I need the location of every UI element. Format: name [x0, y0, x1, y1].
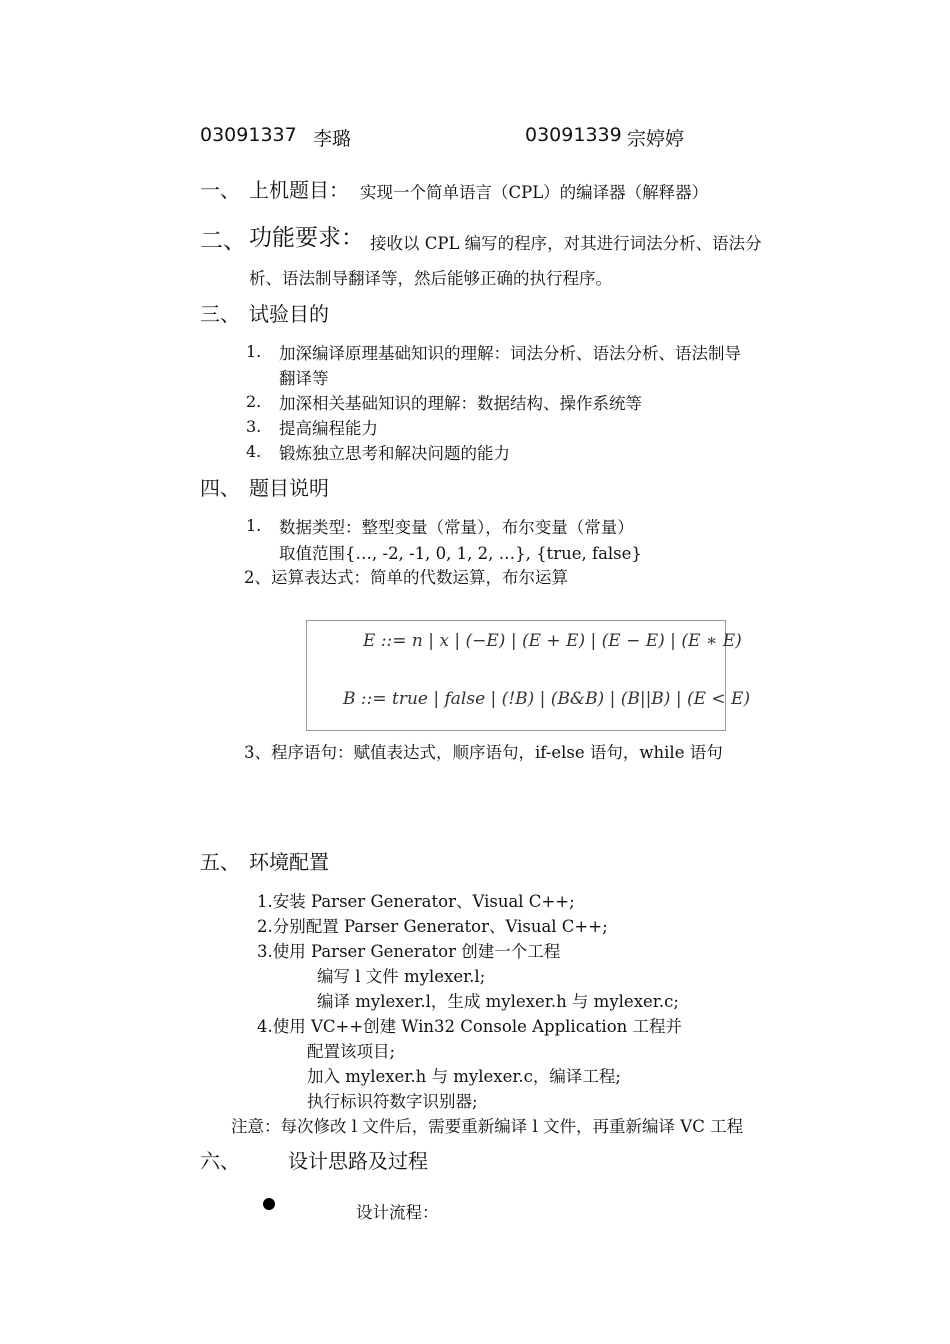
list-item-number: 2. [246, 392, 262, 411]
list-item-number: 1. [246, 342, 262, 361]
section-2-text-cont: 析、语法制导翻译等，然后能够正确的执行程序。 [249, 269, 612, 288]
list-item-text-cont: 翻译等 [279, 369, 329, 388]
env-substep: 加入 mylexer.h 与 mylexer.c，编译工程; [307, 1067, 621, 1086]
statements-text: 3、程序语句：赋值表达式，顺序语句，if-else 语句，while 语句 [244, 743, 723, 762]
design-flow-label: 设计流程： [356, 1203, 439, 1222]
formula-boolean: B ::= true | false | (!B) | (B&B) | (B||B) | (E < E) [343, 689, 751, 709]
section-2-title: 功能要求： [249, 225, 364, 251]
list-item-text: 锻炼独立思考和解决问题的能力 [279, 444, 510, 463]
list-item-number: 1. [246, 516, 262, 535]
author-1-name: 李璐 [313, 128, 352, 150]
section-2-number: 二、 [200, 228, 246, 254]
section-3-number: 三、 [200, 302, 240, 326]
env-substep: 编写 l 文件 mylexer.l; [317, 967, 486, 986]
section-5-title: 环境配置 [249, 850, 329, 874]
env-note: 注意：每次修改 l 文件后，需要重新编译 l 文件，再重新编译 VC 工程 [231, 1117, 744, 1136]
author-2-id: 03091339 [525, 124, 622, 146]
section-5-number: 五、 [200, 850, 240, 874]
env-step: 1.安装 Parser Generator、Visual C++; [257, 892, 575, 911]
list-item-number: 3. [246, 417, 262, 436]
section-6-title: 设计思路及过程 [288, 1149, 428, 1173]
env-substep: 执行标识符数字识别器; [307, 1092, 478, 1111]
section-3-title: 试验目的 [249, 302, 329, 326]
env-substep: 编译 mylexer.l，生成 mylexer.h 与 mylexer.c; [317, 992, 679, 1011]
section-2-text: 接收以 CPL 编写的程序，对其进行词法分析、语法分 [370, 234, 762, 253]
env-substep: 配置该项目; [307, 1042, 396, 1061]
section-4-number: 四、 [200, 476, 240, 500]
formula-image [306, 620, 751, 731]
section-1-number: 一、 [200, 178, 240, 202]
list-item-number: 4. [246, 442, 262, 461]
list-item-text: 加深编译原理基础知识的理解：词法分析、语法分析、语法制导 [279, 344, 741, 363]
data-types-text: 数据类型：整型变量（常量），布尔变量（常量） [279, 518, 634, 537]
list-item-text: 加深相关基础知识的理解：数据结构、操作系统等 [279, 394, 642, 413]
author-1-id: 03091337 [200, 124, 297, 146]
bullet-icon [263, 1198, 275, 1210]
env-step: 2.分别配置 Parser Generator、Visual C++; [257, 917, 608, 936]
author-2-name: 宗婷婷 [627, 128, 685, 150]
section-6-number: 六、 [200, 1149, 240, 1173]
env-step: 4.使用 VC++创建 Win32 Console Application 工程并 [257, 1017, 682, 1036]
section-1-title: 上机题目： [249, 178, 349, 202]
expressions-text: 2、运算表达式：简单的代数运算，布尔运算 [244, 568, 568, 587]
value-range-text: 取值范围{…, -2, -1, 0, 1, 2, …}, {true, false} [279, 544, 642, 563]
env-step: 3.使用 Parser Generator 创建一个工程 [257, 942, 561, 961]
formula-arithmetic: E ::= n | x | (−E) | (E + E) | (E − E) | (E ∗ E) [363, 631, 742, 651]
section-1-text: 实现一个简单语言（CPL）的编译器（解释器） [360, 183, 709, 202]
section-4-title: 题目说明 [249, 476, 329, 500]
list-item-text: 提高编程能力 [279, 419, 378, 438]
